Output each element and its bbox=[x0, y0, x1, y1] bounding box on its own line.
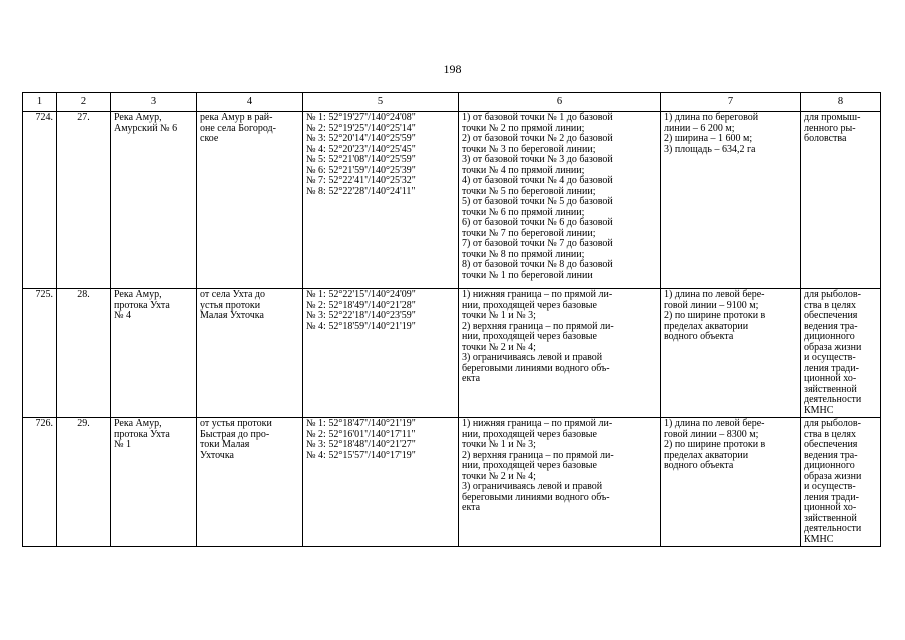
text-line: точки № 8 по прямой линии; bbox=[462, 248, 585, 260]
text-line: Река Амур, bbox=[114, 418, 162, 429]
text-line: Амурский № 6 bbox=[114, 122, 178, 134]
text-line: 3) ограничиваясь левой и правой bbox=[462, 481, 603, 492]
table-row bbox=[23, 112, 881, 289]
text-line: точки № 6 по прямой линии; bbox=[462, 206, 585, 218]
text-line: для промыш- bbox=[804, 112, 861, 123]
text-line: ления тради- bbox=[804, 362, 859, 374]
text-line: ское bbox=[200, 133, 219, 144]
text-line: обеспечения bbox=[804, 439, 858, 450]
coordinate-line: № 1: 52°18'47"/140°21'19" bbox=[306, 418, 416, 429]
text-line: береговыми линиями водного объ- bbox=[462, 491, 610, 503]
text-line: река Амур в рай- bbox=[200, 112, 273, 123]
text-line: береговыми линиями водного объ- bbox=[462, 362, 610, 374]
text-line: точки № 3 по береговой линии; bbox=[462, 143, 596, 155]
text-line: обеспечения bbox=[804, 310, 858, 321]
row-subnumber: 27. bbox=[57, 112, 111, 289]
text-line: водного объекта bbox=[664, 331, 734, 342]
text-line: ленного ры- bbox=[804, 122, 856, 134]
text-line: КМНС bbox=[804, 404, 834, 416]
text-line: от села Ухта до bbox=[200, 289, 266, 300]
coordinate-line: № 4: 52°18'59"/140°21'19" bbox=[306, 320, 416, 332]
text-line: зяйственной bbox=[804, 512, 857, 524]
text-line: 1) нижняя граница – по прямой ли- bbox=[462, 418, 613, 429]
text-line: Малая Ухточка bbox=[200, 310, 264, 321]
text-line: говой линии – 9100 м; bbox=[664, 299, 759, 311]
text-line: линии – 6 200 м; bbox=[664, 122, 735, 134]
column-header: 5 bbox=[303, 93, 459, 112]
text-line: 6) от базовой точки № 6 до базовой bbox=[462, 217, 613, 228]
text-line: боловства bbox=[804, 133, 847, 144]
border-description bbox=[459, 112, 661, 289]
location-description bbox=[197, 289, 303, 418]
coordinate-line: № 2: 52°16'01"/140°17'11" bbox=[306, 428, 416, 440]
text-line: Река Амур, bbox=[114, 289, 162, 300]
table-row bbox=[23, 289, 881, 418]
text-line: нии, проходящей через базовые bbox=[462, 331, 597, 342]
table-header-row bbox=[23, 93, 881, 112]
text-line: Ухточка bbox=[200, 449, 234, 461]
text-line: деятельности bbox=[804, 523, 862, 534]
coordinate-line: № 1: 52°22'15"/140°24'09" bbox=[306, 289, 416, 300]
coordinate-line: № 5: 52°21'08"/140°25'59" bbox=[306, 154, 416, 165]
location-description bbox=[197, 112, 303, 289]
coordinate-line: № 2: 52°19'25"/140°25'14" bbox=[306, 122, 416, 134]
column-header: 3 bbox=[111, 93, 197, 112]
text-line: 2) верхняя граница – по прямой ли- bbox=[462, 449, 614, 461]
text-line: 1) длина по левой бере- bbox=[664, 289, 765, 300]
text-line: 2) от базовой точки № 2 до базовой bbox=[462, 133, 613, 144]
text-line: 2) верхняя граница – по прямой ли- bbox=[462, 320, 614, 332]
text-line: оне села Богород- bbox=[200, 122, 276, 134]
text-line: № 4 bbox=[114, 310, 132, 321]
text-line: ства в целях bbox=[804, 428, 856, 440]
text-line: диционного bbox=[804, 460, 855, 471]
coordinate-line: № 4: 52°15'57"/140°17'19" bbox=[306, 449, 416, 461]
coordinate-line: № 2: 52°18'49"/140°21'28" bbox=[306, 299, 416, 311]
text-line: точки № 1 и № 3; bbox=[462, 439, 536, 450]
text-line: ства в целях bbox=[804, 299, 856, 311]
text-line: Быстрая до про- bbox=[200, 428, 270, 440]
text-line: ционной хо- bbox=[804, 502, 857, 513]
page-number: 198 bbox=[443, 62, 462, 76]
text-line: зяйственной bbox=[804, 383, 857, 395]
text-line: ведения тра- bbox=[804, 449, 858, 461]
water-body-name bbox=[111, 112, 197, 289]
border-description bbox=[459, 418, 661, 547]
text-line: 4) от базовой точки № 4 до базовой bbox=[462, 175, 613, 186]
text-line: 5) от базовой точки № 5 до базовой bbox=[462, 196, 613, 207]
text-line: точки № 2 и № 4; bbox=[462, 341, 536, 353]
text-line: точки № 2 и № 4; bbox=[462, 470, 536, 482]
text-line: точки № 7 по береговой линии; bbox=[462, 227, 596, 239]
text-line: № 1 bbox=[114, 439, 132, 450]
text-line: 3) от базовой точки № 3 до базовой bbox=[462, 154, 613, 165]
row-number: 724. bbox=[23, 112, 57, 289]
text-line: точки № 2 по прямой линии; bbox=[462, 122, 585, 134]
text-line: 3) площадь – 634,2 га bbox=[664, 143, 756, 155]
coordinates bbox=[303, 112, 459, 289]
column-header: 4 bbox=[197, 93, 303, 112]
text-line: 1) нижняя граница – по прямой ли- bbox=[462, 289, 613, 300]
text-line: 1) длина по левой бере- bbox=[664, 418, 765, 429]
text-line: деятельности bbox=[804, 394, 862, 405]
text-line: образа жизни bbox=[804, 470, 862, 482]
purpose bbox=[801, 289, 881, 418]
text-line: 2) по ширине протоки в bbox=[664, 439, 766, 450]
coordinate-line: № 7: 52°22'41"/140°25'32" bbox=[306, 175, 416, 186]
text-line: Река Амур, bbox=[114, 112, 162, 123]
area-size bbox=[661, 289, 801, 418]
row-number: 726. bbox=[23, 418, 57, 547]
coordinate-line: № 3: 52°18'48"/140°21'27" bbox=[306, 439, 416, 450]
text-line: токи Малая bbox=[200, 439, 250, 450]
row-number: 725. bbox=[23, 289, 57, 418]
text-line: устья протоки bbox=[200, 299, 261, 311]
text-line: екта bbox=[462, 373, 481, 384]
column-header: 7 bbox=[661, 93, 801, 112]
fishing-areas-table bbox=[22, 92, 881, 547]
purpose bbox=[801, 112, 881, 289]
table-row bbox=[23, 418, 881, 547]
text-line: точки № 1 и № 3; bbox=[462, 310, 536, 321]
column-header: 2 bbox=[57, 93, 111, 112]
column-header: 6 bbox=[459, 93, 661, 112]
text-line: екта bbox=[462, 502, 481, 513]
text-line: ведения тра- bbox=[804, 320, 858, 332]
text-line: 2) ширина – 1 600 м; bbox=[664, 133, 753, 144]
text-line: и осуществ- bbox=[804, 481, 856, 492]
text-line: 1) длина по береговой bbox=[664, 112, 759, 123]
column-header: 8 bbox=[801, 93, 881, 112]
row-subnumber: 29. bbox=[57, 418, 111, 547]
text-line: точки № 5 по береговой линии; bbox=[462, 185, 596, 197]
text-line: 2) по ширине протоки в bbox=[664, 310, 766, 321]
coordinate-line: № 1: 52°19'27"/140°24'08" bbox=[306, 112, 416, 123]
coordinate-line: № 4: 52°20'23"/140°25'45" bbox=[306, 143, 416, 155]
text-line: пределах акватории bbox=[664, 320, 749, 332]
text-line: 8) от базовой точки № 8 до базовой bbox=[462, 259, 613, 270]
text-line: нии, проходящей через базовые bbox=[462, 460, 597, 471]
text-line: и осуществ- bbox=[804, 352, 856, 363]
column-header: 1 bbox=[23, 93, 57, 112]
coordinate-line: № 3: 52°20'14"/140°25'59" bbox=[306, 133, 416, 144]
text-line: ления тради- bbox=[804, 491, 859, 503]
text-line: 3) ограничиваясь левой и правой bbox=[462, 352, 603, 363]
text-line: 1) от базовой точки № 1 до базовой bbox=[462, 112, 613, 123]
text-line: точки № 1 по береговой линии bbox=[462, 269, 593, 281]
text-line: пределах акватории bbox=[664, 449, 749, 461]
row-subnumber: 28. bbox=[57, 289, 111, 418]
area-size bbox=[661, 112, 801, 289]
location-description bbox=[197, 418, 303, 547]
text-line: от устья протоки bbox=[200, 418, 272, 429]
area-size bbox=[661, 418, 801, 547]
text-line: нии, проходящей через базовые bbox=[462, 428, 597, 440]
coordinate-line: № 3: 52°22'18"/140°23'59" bbox=[306, 310, 416, 321]
coordinate-line: № 8: 52°22'28"/140°24'11" bbox=[306, 185, 416, 197]
text-line: водного объекта bbox=[664, 460, 734, 471]
text-line: нии, проходящей через базовые bbox=[462, 299, 597, 311]
border-description bbox=[459, 289, 661, 418]
coordinate-line: № 6: 52°21'59"/140°25'39" bbox=[306, 164, 416, 176]
text-line: протока Ухта bbox=[114, 428, 170, 440]
text-line: точки № 4 по прямой линии; bbox=[462, 164, 585, 176]
text-line: для рыболов- bbox=[804, 418, 861, 429]
coordinates bbox=[303, 289, 459, 418]
water-body-name bbox=[111, 418, 197, 547]
purpose bbox=[801, 418, 881, 547]
text-line: КМНС bbox=[804, 533, 834, 545]
text-line: ционной хо- bbox=[804, 373, 857, 384]
text-line: 7) от базовой точки № 7 до базовой bbox=[462, 238, 613, 249]
coordinates bbox=[303, 418, 459, 547]
water-body-name bbox=[111, 289, 197, 418]
text-line: протока Ухта bbox=[114, 299, 170, 311]
text-line: для рыболов- bbox=[804, 289, 861, 300]
text-line: образа жизни bbox=[804, 341, 862, 353]
text-line: диционного bbox=[804, 331, 855, 342]
text-line: говой линии – 8300 м; bbox=[664, 428, 759, 440]
